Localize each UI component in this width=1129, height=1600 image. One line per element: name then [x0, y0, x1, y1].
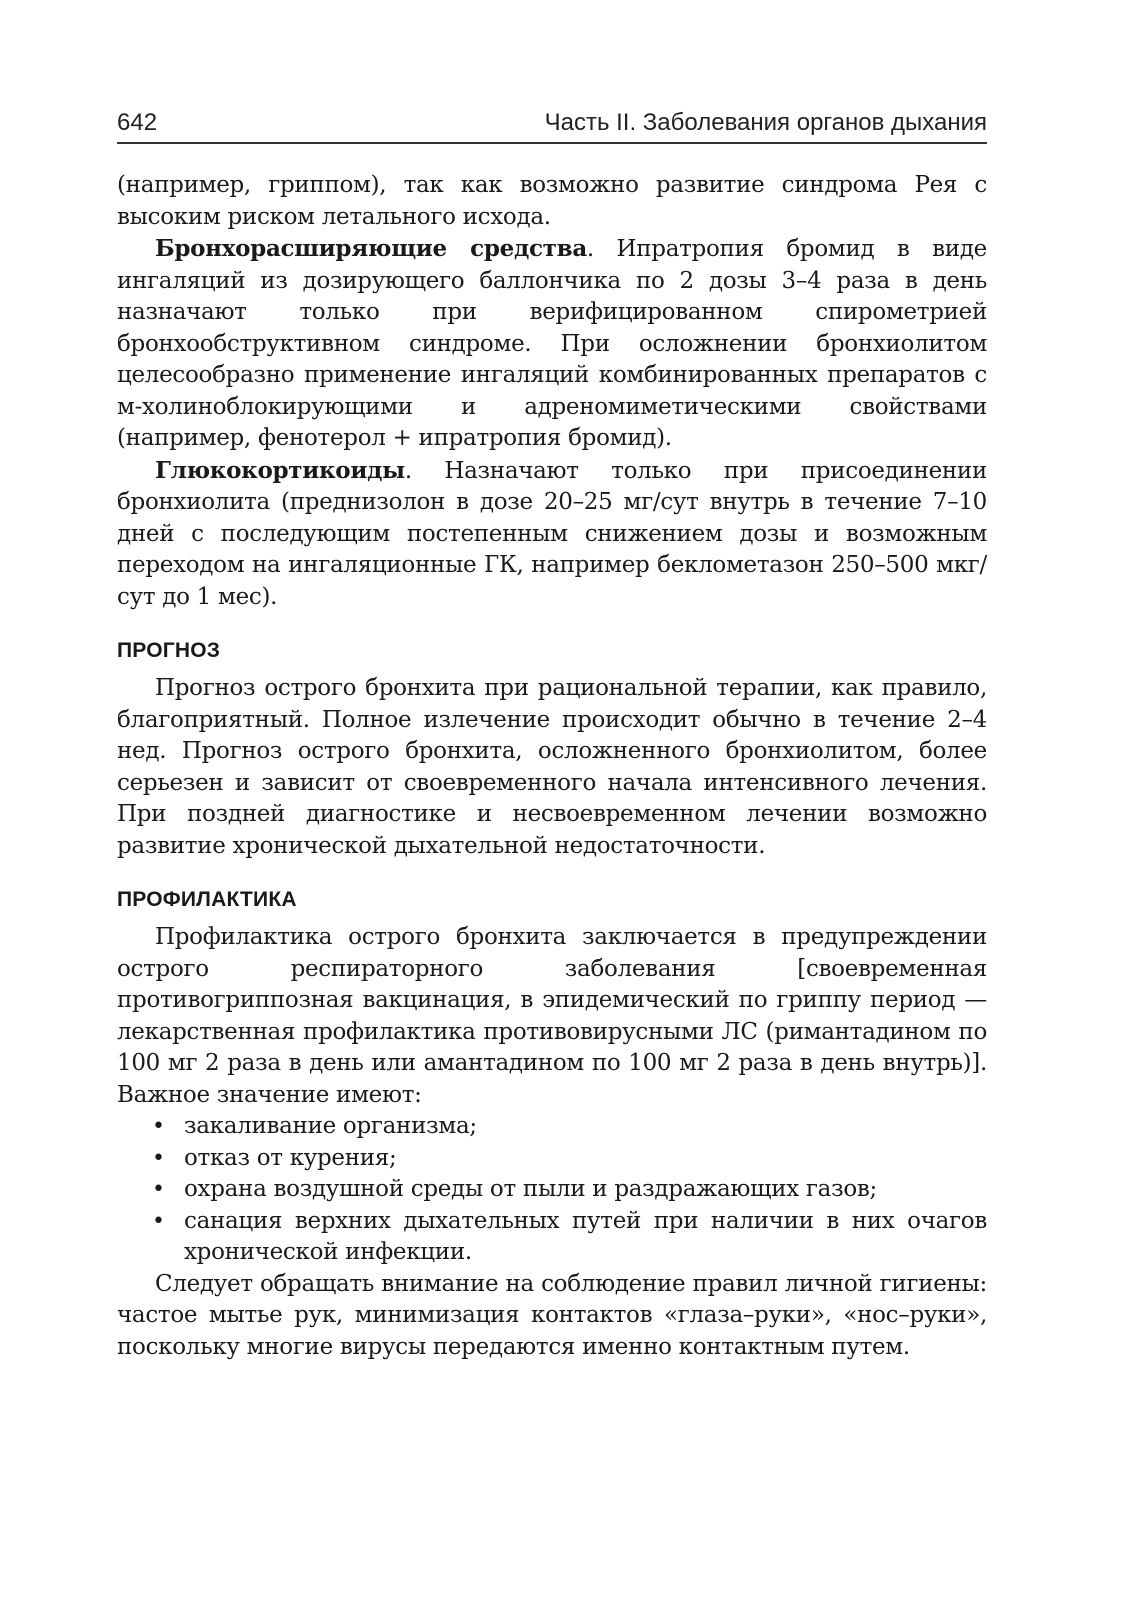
list-item [117, 1206, 987, 1269]
prognosis-paragraph: Прогноз острого бронхита при рациональной терапии, как правило, благоприятный. Полное излечение происходит обычно в течение 2–4 нед. Прогноз острого бронхита, осложненного бронхиолитом, более серьезен и зависит от своевременного начала интенсивного лечения. При поздней диагностике и несвоевременном лечении возможно развитие хронической дыхательной недостаточности. [117, 675, 987, 859]
running-title: Часть II. Заболевания органов дыхания [544, 109, 987, 136]
bullet-icon: • [152, 1145, 165, 1171]
bullet-icon: • [152, 1177, 165, 1202]
bronchodilators-text: . Ипратропия бромид в виде ингаляций из дозирующего баллончика по 2 дозы 3–4 раза в день назначают только при верифицированном спирометрией бронхообструктивном синдроме. При осложнении бронхиолитом целесообразно применение ингаляций комбинированных препаратов с м-холиноблокирующими и адреномиметическими свойствами (например, фенотерол + ипратропия бромид). [117, 236, 987, 451]
bronchodilators-paragraph [117, 233, 987, 455]
bronchodilators-term: Бронхорасширяющие средства [155, 235, 587, 262]
list-item-text: закаливание организма; [184, 1113, 477, 1139]
list-item [117, 1143, 987, 1175]
list-item-text: охрана воздушной среды от пыли и раздражающих газов; [184, 1176, 877, 1202]
prevention-heading: ПРОФИЛАКТИКА [117, 888, 297, 911]
intro-paragraph: (например, гриппом), так как возможно развитие синдрома Рея с высоким риском летального исхода. [117, 172, 987, 230]
list-item [117, 1111, 987, 1143]
list-item-text: санация верхних дыхательных путей при наличии в них очагов хронической инфекции. [184, 1207, 987, 1265]
glucocorticoids-term: Глюкокортикоиды [155, 456, 405, 484]
list-item [117, 1174, 987, 1206]
page-body [117, 170, 987, 1363]
prognosis-heading: ПРОГНОЗ [117, 639, 221, 662]
running-header [117, 108, 987, 138]
header-rule [117, 142, 987, 144]
bullet-icon: • [152, 1208, 165, 1234]
glucocorticoids-paragraph [117, 455, 987, 614]
page-number: 642 [117, 109, 158, 136]
hygiene-paragraph: Следует обращать внимание на соблюдение правил личной гигиены: частое мытье рук, минимизация контактов «глаза–руки», «нос–руки», поскольку многие вирусы передаются именно контактным путем. [117, 1270, 987, 1360]
glucocorticoids-text: . Назначают только при присоединении бронхиолита (преднизолон в дозе 20–25 мг/сут внутрь в течение 7–10 дней с последующим постепенным снижением дозы и возможным переходом на ингаляционные ГК, например беклометазон 250–500 мкг/сут до 1 мес). [117, 457, 987, 610]
prevention-list [117, 1111, 987, 1269]
list-item-text: отказ от курения; [184, 1144, 397, 1171]
prevention-paragraph: Профилактика острого бронхита заключается в предупреждении острого респираторного заболевания [своевременная противогриппозная вакцинация, в эпидемический по гриппу период — лекарственная профилактика противовирусными ЛС (римантадином по 100 мг 2 раза в день или амантадином по 100 мг 2 раза в день внутрь)]. Важное значение имеют: [117, 924, 987, 1108]
bullet-icon: • [152, 1114, 165, 1139]
